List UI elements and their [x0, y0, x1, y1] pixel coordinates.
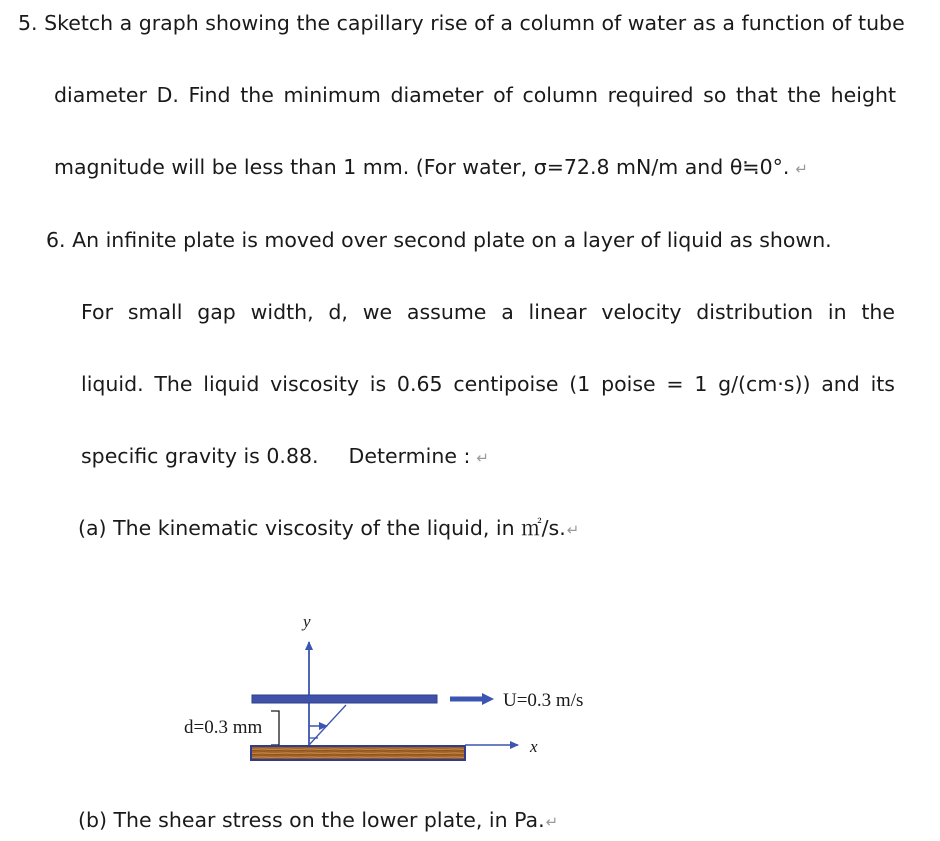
q6-line-1-text: 6. An infinite plate is moved over second plate on a layer of liquid as shown.	[46, 228, 832, 252]
q6-part-a-text: (a) The kinematic viscosity of the liquid, in ㎡/s.	[78, 516, 566, 540]
upper-plate	[252, 695, 437, 703]
paragraph-mark-icon: ↵	[566, 521, 580, 539]
q6-line-4-text: specific gravity is 0.88.	[81, 444, 319, 468]
paragraph-mark-icon: ↵	[795, 160, 808, 178]
q6-line-3-text: liquid. The liquid viscosity is 0.65 centipoise (1 poise = 1 g/(cm·s)) and its	[81, 372, 895, 396]
q5-line-2-text: diameter D. Find the minimum diameter of column required so that the height	[54, 83, 896, 107]
q5-line-3-text: magnitude will be less than 1 mm. (For water, σ=72.8 mN/m and θ≒0°.	[54, 155, 790, 179]
q6-part-b	[78, 807, 558, 835]
paragraph-mark-icon: ↵	[545, 813, 559, 831]
gap-label: d=0.3 mm	[184, 717, 263, 738]
velocity-profile-line	[309, 705, 346, 745]
velocity-label: U=0.3 m/s	[503, 690, 584, 711]
q5-line-1-text: 5. Sketch a graph showing the capillary rise of a column of water as a function of tube	[18, 11, 905, 35]
velocity-arrow-icon	[482, 693, 494, 705]
determine-label: Determine :	[348, 444, 471, 468]
paragraph-mark-icon: ↵	[476, 449, 489, 467]
x-axis-label: x	[530, 737, 538, 756]
q6-part-b-text: (b) The shear stress on the lower plate, in Pa.	[78, 808, 545, 832]
gap-dimension-bracket	[271, 711, 279, 745]
y-axis-label: y	[303, 612, 311, 631]
q6-line-2-text: For small gap width, d, we assume a linear velocity distribution in the	[81, 300, 895, 324]
lower-plate	[251, 746, 465, 760]
